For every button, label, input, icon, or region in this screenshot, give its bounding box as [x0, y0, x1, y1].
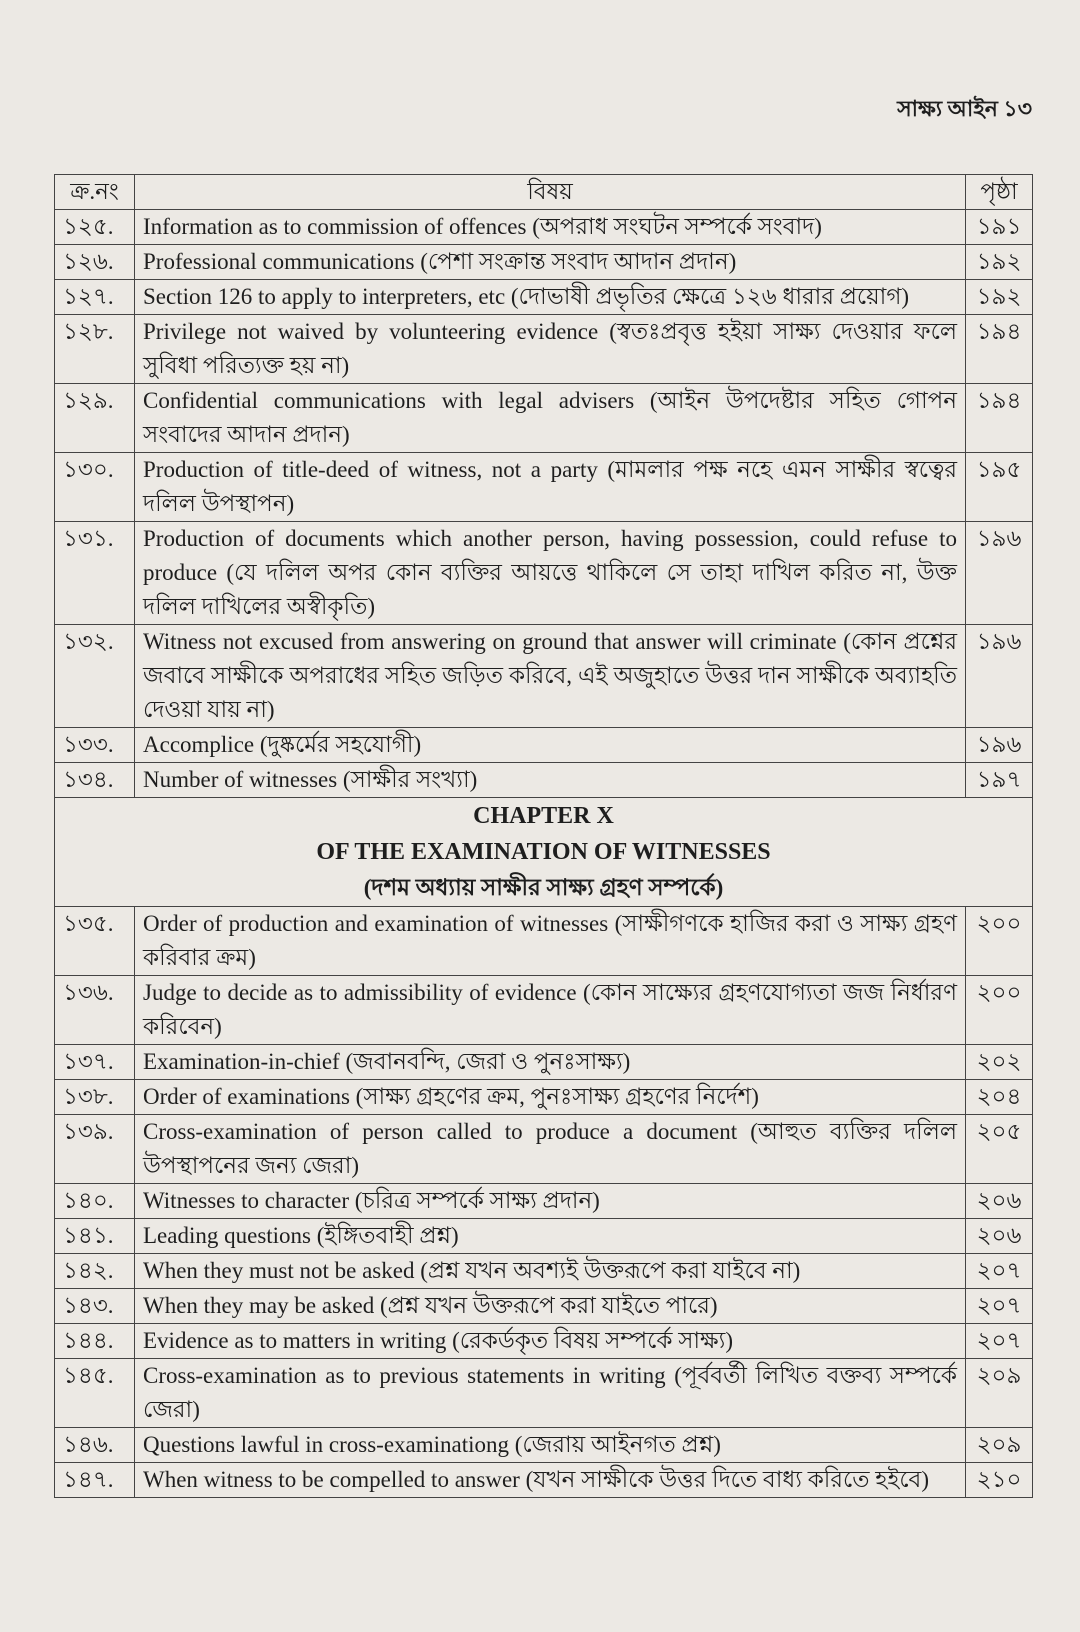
table-row — [55, 1289, 1033, 1324]
table-row — [55, 210, 1033, 245]
cell-num: ১৪৪. — [55, 1324, 135, 1359]
table-row — [55, 1254, 1033, 1289]
cell-subject: Production of documents which another person, having possession, could refuse to produce (যে দলিল অপর কোন ব্যক্তির আয়ত্তে থাকিলে সে তাহা দাখিল করিত না, উক্ত দলিল দাখিলের অস্বীকৃতি) — [135, 522, 966, 625]
cell-subject: When they may be asked (প্রশ্ন যখন উক্তরূপে করা যাইতে পারে) — [135, 1289, 966, 1324]
cell-page: ২০৫ — [966, 1115, 1033, 1184]
table-header-row — [55, 175, 1033, 210]
cell-num: ১৪১. — [55, 1219, 135, 1254]
chapter-heading-row — [55, 798, 1033, 907]
cell-num: ১৪৫. — [55, 1359, 135, 1428]
column-header-subject: বিষয় — [135, 175, 966, 210]
cell-subject: Number of witnesses (সাক্ষীর সংখ্যা) — [135, 763, 966, 798]
cell-page: ১৯২ — [966, 280, 1033, 315]
table-row — [55, 453, 1033, 522]
cell-page: ২০৯ — [966, 1359, 1033, 1428]
cell-num: ১২৭. — [55, 280, 135, 315]
table-row — [55, 1045, 1033, 1080]
table-row — [55, 280, 1033, 315]
table-row — [55, 1115, 1033, 1184]
table-row — [55, 315, 1033, 384]
table-row — [55, 1359, 1033, 1428]
cell-page: ২০০ — [966, 907, 1033, 976]
cell-subject: Leading questions (ইঙ্গিতবাহী প্রশ্ন) — [135, 1219, 966, 1254]
chapter-title: CHAPTER X — [473, 803, 614, 829]
cell-subject: Cross-examination of person called to produce a document (আহুত ব্যক্তির দলিল উপস্থাপনের জন্য জেরা) — [135, 1115, 966, 1184]
table-row — [55, 1463, 1033, 1498]
table-row — [55, 1219, 1033, 1254]
chapter-heading — [55, 798, 1033, 907]
cell-subject: Witnesses to character (চরিত্র সম্পর্কে সাক্ষ্য প্রদান) — [135, 1184, 966, 1219]
cell-subject: Examination-in-chief (জবানবন্দি, জেরা ও পুনঃসাক্ষ্য) — [135, 1045, 966, 1080]
cell-subject: Confidential communications with legal advisers (আইন উপদেষ্টার সহিত গোপন সংবাদের আদান প্রদান) — [135, 384, 966, 453]
column-header-number: ক্র.নং — [55, 175, 135, 210]
cell-page: ২০৬ — [966, 1184, 1033, 1219]
cell-num: ১৩৬. — [55, 976, 135, 1045]
cell-page: ১৯৬ — [966, 728, 1033, 763]
cell-num: ১২৫. — [55, 210, 135, 245]
cell-subject: Questions lawful in cross-examinationg (জেরায় আইনগত প্রশ্ন) — [135, 1428, 966, 1463]
table-row — [55, 1324, 1033, 1359]
cell-page: ২০৭ — [966, 1289, 1033, 1324]
cell-page: ২০৭ — [966, 1254, 1033, 1289]
cell-subject: When witness to be compelled to answer (যখন সাক্ষীকে উত্তর দিতে বাধ্য করিতে হইবে) — [135, 1463, 966, 1498]
cell-page: ১৯৫ — [966, 453, 1033, 522]
cell-num: ১৩০. — [55, 453, 135, 522]
cell-num: ১৪৭. — [55, 1463, 135, 1498]
cell-num: ১৪৩. — [55, 1289, 135, 1324]
table-row — [55, 1428, 1033, 1463]
cell-page: ২০৬ — [966, 1219, 1033, 1254]
table-row — [55, 976, 1033, 1045]
column-header-page: পৃষ্ঠা — [966, 175, 1033, 210]
cell-page: ২০৪ — [966, 1080, 1033, 1115]
cell-num: ১৪০. — [55, 1184, 135, 1219]
table-row — [55, 728, 1033, 763]
table-row — [55, 763, 1033, 798]
table-row — [55, 245, 1033, 280]
cell-page: ১৯৭ — [966, 763, 1033, 798]
cell-subject: Order of examinations (সাক্ষ্য গ্রহণের ক্রম, পুনঃসাক্ষ্য গ্রহণের নির্দেশ) — [135, 1080, 966, 1115]
cell-num: ১৩৫. — [55, 907, 135, 976]
cell-page: ২০০ — [966, 976, 1033, 1045]
cell-subject: Section 126 to apply to interpreters, etc (দোভাষী প্রভৃতির ক্ষেত্রে ১২৬ ধারার প্রয়োগ) — [135, 280, 966, 315]
cell-num: ১৪৬. — [55, 1428, 135, 1463]
cell-subject: Information as to commission of offences (অপরাধ সংঘটন সম্পর্কে সংবাদ) — [135, 210, 966, 245]
table-row — [55, 1080, 1033, 1115]
table-row — [55, 522, 1033, 625]
cell-num: ১৩৯. — [55, 1115, 135, 1184]
cell-num: ১৩৪. — [55, 763, 135, 798]
cell-subject: When they must not be asked (প্রশ্ন যখন অবশ্যই উক্তরূপে করা যাইবে না) — [135, 1254, 966, 1289]
cell-page: ২০৭ — [966, 1324, 1033, 1359]
cell-subject: Privilege not waived by volunteering evidence (স্বতঃপ্রবৃত্ত হইয়া সাক্ষ্য দেওয়ার ফলে সুবিধা পরিত্যক্ত হয় না) — [135, 315, 966, 384]
cell-subject: Professional communications (পেশা সংক্রান্ত সংবাদ আদান প্রদান) — [135, 245, 966, 280]
chapter-heading-bangla: (দশম অধ্যায় সাক্ষীর সাক্ষ্য গ্রহণ সম্পর্কে) — [363, 875, 724, 900]
cell-page: ২০২ — [966, 1045, 1033, 1080]
cell-page: ১৯২ — [966, 245, 1033, 280]
cell-num: ১২৯. — [55, 384, 135, 453]
page-header: সাক্ষ্য আইন ১৩ — [897, 96, 1032, 121]
cell-subject: Production of title-deed of witness, not a party (মামলার পক্ষ নহে এমন সাক্ষীর স্বত্বের দলিল উপস্থাপন) — [135, 453, 966, 522]
contents-table — [54, 174, 1033, 1498]
cell-page: ১৯৪ — [966, 384, 1033, 453]
cell-subject: Witness not excused from answering on ground that answer will criminate (কোন প্রশ্নের জবাবে সাক্ষীকে অপরাধের সহিত জড়িত করিবে, এই অজুহাতে উত্তর দান সাক্ষীকে অব্যাহতি দেওয়া যায় না) — [135, 625, 966, 728]
cell-page: ২০৯ — [966, 1428, 1033, 1463]
cell-page: ২১০ — [966, 1463, 1033, 1498]
cell-subject: Evidence as to matters in writing (রেকর্ডকৃত বিষয় সম্পর্কে সাক্ষ্য) — [135, 1324, 966, 1359]
cell-num: ১৩৭. — [55, 1045, 135, 1080]
cell-subject: Judge to decide as to admissibility of evidence (কোন সাক্ষ্যের গ্রহণযোগ্যতা জজ নির্ধারণ করিবেন) — [135, 976, 966, 1045]
chapter-heading-english: OF THE EXAMINATION OF WITNESSES — [316, 839, 771, 865]
cell-num: ১৩২. — [55, 625, 135, 728]
cell-page: ১৯৬ — [966, 522, 1033, 625]
cell-num: ১৩৩. — [55, 728, 135, 763]
cell-subject: Cross-examination as to previous statements in writing (পূর্ববর্তী লিখিত বক্তব্য সম্পর্কে জেরা) — [135, 1359, 966, 1428]
table-row — [55, 907, 1033, 976]
table-row — [55, 625, 1033, 728]
cell-subject: Accomplice (দুষ্কর্মের সহযোগী) — [135, 728, 966, 763]
cell-page: ১৯১ — [966, 210, 1033, 245]
cell-page: ১৯৬ — [966, 625, 1033, 728]
cell-num: ১৪২. — [55, 1254, 135, 1289]
cell-page: ১৯৪ — [966, 315, 1033, 384]
cell-num: ১২৬. — [55, 245, 135, 280]
table-row — [55, 384, 1033, 453]
cell-subject: Order of production and examination of witnesses (সাক্ষীগণকে হাজির করা ও সাক্ষ্য গ্রহণ করিবার ক্রম) — [135, 907, 966, 976]
table-row — [55, 1184, 1033, 1219]
cell-num: ১২৮. — [55, 315, 135, 384]
cell-num: ১৩১. — [55, 522, 135, 625]
cell-num: ১৩৮. — [55, 1080, 135, 1115]
